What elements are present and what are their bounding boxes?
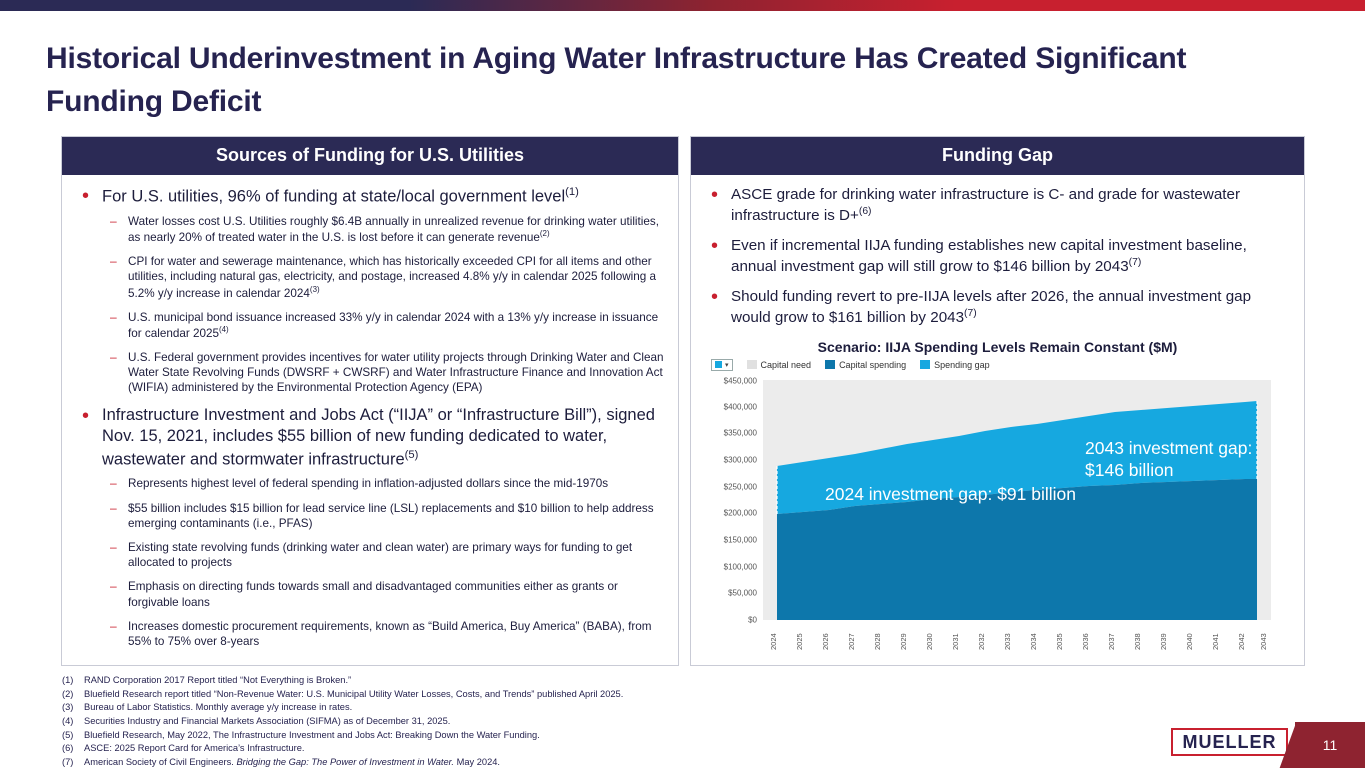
y-tick-label: $350,000	[723, 428, 757, 438]
right-bullet-2-text: Even if incremental IIJA funding establishes new capital investment baseline, annual investment gap will still grow to $146 billion by 2043	[731, 237, 1247, 276]
list-item-text: Existing state revolving funds (drinking water and clean water) are primary ways for funding to get allocated to projects	[128, 541, 633, 570]
legend-filter-dropdown[interactable]	[711, 359, 733, 371]
footnote-number: (2)	[62, 688, 74, 699]
legend-swatch-spending-gap-icon	[920, 360, 930, 369]
footnote-ref: (4)	[218, 324, 229, 334]
mueller-logo: MUELLER	[1171, 728, 1288, 756]
list-item	[102, 310, 664, 341]
list-item	[102, 214, 664, 245]
page-title: Historical Underinvestment in Aging Water Infrastructure Has Created Significant Funding Deficit	[46, 42, 1187, 118]
x-tick-label: 2036	[1081, 632, 1090, 650]
panel-sources-of-funding	[61, 136, 679, 666]
left-bullet-2-footnote-ref: (5)	[404, 448, 419, 461]
y-tick-label: $200,000	[723, 508, 757, 518]
footnote-3	[62, 701, 962, 715]
y-tick-label: $0	[748, 615, 757, 625]
list-item-text: CPI for water and sewerage maintenance, which has historically exceeded CPI for all items and other utilities, including natural gas, electricity, and postage, increased 4.8% y/y in calendar 2025 following a 5.2% y/y increase in calendar 2024	[128, 255, 656, 300]
chart-annotation-2043: 2043 investment gap: $146 billion	[1085, 437, 1253, 480]
list-item-text: $55 billion includes $15 billion for lead service line (LSL) replacements and $10 billion to help address emerging contaminants (i.e., PFAS)	[128, 501, 654, 530]
list-item-text: Emphasis on directing funds towards small and disadvantaged communities either as grants or forgivable loans	[128, 580, 618, 609]
page-number: 11	[1295, 722, 1365, 768]
funding-gap-chart	[707, 374, 1277, 654]
legend-label-capital-need: Capital need	[760, 359, 812, 370]
panel-right-body	[691, 175, 1304, 662]
footnote-2	[62, 688, 962, 702]
top-accent-bar	[0, 0, 1365, 11]
list-item	[102, 619, 664, 649]
left-bullet-1	[76, 185, 664, 396]
legend-item-spending-gap	[920, 360, 990, 370]
footnote-ref: (7)	[964, 308, 977, 320]
chevron-down-icon: ▾	[725, 361, 729, 369]
list-item-text: U.S. Federal government provides incentives for water utility projects through Drinking Water and Clean Water State Revolving Funds (DWSRF + CWSRF) and Water Infrastructure Finance and Innovation Act (WIFIA) administered by the Environmental Protection Agency (EPA)	[128, 351, 664, 395]
left-bullet-1-footnote-ref: (1)	[565, 186, 579, 198]
legend-item-capital-need	[747, 360, 812, 370]
legend-swatch-capital-spending-icon	[825, 360, 835, 369]
left-bullet-2	[76, 405, 664, 650]
list-item-text: U.S. municipal bond issuance increased 33% y/y in calendar 2024 with a 13% y/y increase in issuance for calendar 2025	[128, 310, 659, 340]
footnotes	[62, 674, 962, 770]
right-bullet-1	[705, 185, 1290, 226]
y-tick-label: $50,000	[728, 588, 757, 598]
legend-swatch-icon	[715, 361, 722, 368]
footnote-ref: (6)	[858, 206, 872, 218]
x-tick-label: 2039	[1159, 632, 1168, 650]
x-tick-label: 2034	[1029, 632, 1038, 650]
footnote-text: Securities Industry and Financial Markets Association (SIFMA) as of December 31, 2025.	[84, 715, 451, 726]
x-tick-label: 2030	[925, 632, 934, 650]
legend-item-capital-spending	[825, 360, 906, 370]
x-tick-label: 2027	[847, 632, 856, 650]
list-item	[102, 501, 664, 531]
panel-left-header: Sources of Funding for U.S. Utilities	[62, 137, 678, 175]
footnote-text: Bureau of Labor Statistics. Monthly average y/y increase in rates.	[84, 702, 353, 713]
chart-y-axis	[707, 376, 761, 625]
left-bullet-1-text: For U.S. utilities, 96% of funding at state/local government level	[102, 187, 566, 206]
footnote-number: (4)	[62, 715, 74, 726]
legend-swatch-capital-need-icon	[747, 360, 757, 369]
x-tick-label: 2026	[821, 632, 830, 650]
y-tick-label: $400,000	[723, 402, 757, 412]
list-item	[102, 540, 664, 570]
list-item	[102, 254, 664, 301]
legend-label-capital-spending: Capital spending	[839, 359, 907, 370]
x-tick-label: 2038	[1133, 632, 1142, 650]
y-tick-label: $150,000	[723, 535, 757, 545]
y-tick-label: $100,000	[723, 562, 757, 572]
footnote-ref: (7)	[1128, 257, 1142, 269]
legend-label-spending-gap: Spending gap	[934, 359, 990, 370]
x-tick-label: 2031	[951, 632, 960, 650]
x-tick-label: 2042	[1237, 632, 1246, 650]
y-tick-label: $300,000	[723, 455, 757, 465]
chart-title: Scenario: IIJA Spending Levels Remain Constant ($M)	[817, 338, 1178, 355]
x-tick-label: 2025	[795, 632, 804, 650]
left-bullet-list	[76, 185, 664, 649]
right-bullet-1-text: ASCE grade for drinking water infrastructure is C- and grade for wastewater infrastructure is D+	[731, 186, 1241, 225]
list-item	[102, 476, 664, 491]
footnote-number: (6)	[62, 743, 74, 754]
right-bullet-3-text: Should funding revert to pre-IIJA levels after 2026, the annual investment gap would grow to $161 billion by 2043	[731, 288, 1252, 327]
left-bullet-2-text: Infrastructure Investment and Jobs Act (“IIJA” or “Infrastructure Bill”), signed Nov. 15, 2021, includes $55 billion of new funding dedicated to water, wastewater and stormwater infrastructure	[102, 405, 655, 469]
x-tick-label: 2043	[1259, 632, 1268, 650]
footnote-5	[62, 729, 962, 743]
y-tick-label: $250,000	[723, 482, 757, 492]
x-tick-label: 2029	[899, 632, 908, 650]
panel-right-header: Funding Gap	[691, 137, 1304, 175]
list-item-text: Increases domestic procurement requirements, known as “Build America, Buy America” (BABA), from 55% to 75% over 8-years	[128, 619, 652, 649]
footnote-1	[62, 674, 962, 688]
x-tick-label: 2033	[1003, 632, 1012, 650]
footnote-6	[62, 742, 962, 756]
chart-plot-area	[763, 380, 1271, 620]
footnote-number: (5)	[62, 729, 74, 740]
x-tick-label: 2024	[769, 632, 778, 650]
left-sublist-2	[102, 476, 664, 649]
right-bullet-list	[705, 185, 1290, 329]
x-tick-label: 2037	[1107, 632, 1116, 650]
right-bullet-2	[705, 236, 1290, 277]
y-tick-label: $450,000	[723, 376, 757, 386]
x-tick-label: 2041	[1211, 632, 1220, 650]
x-tick-label: 2032	[977, 632, 986, 650]
right-bullet-3	[705, 287, 1290, 328]
footnote-text: Bluefield Research report titled “Non-Revenue Water: U.S. Municipal Utility Water Losses, Costs, and Trends” published April 2025.	[84, 688, 624, 699]
list-item-text: Represents highest level of federal spending in inflation-adjusted dollars since the mid-1970s	[128, 477, 609, 491]
list-item	[102, 350, 664, 396]
panel-funding-gap	[690, 136, 1305, 666]
list-item-text: Water losses cost U.S. Utilities roughly $6.4B annually in unrealized revenue for drinking water utilities, as nearly 20% of treated water in the U.S. is lost before it can generate revenue	[128, 214, 659, 245]
x-tick-label: 2028	[873, 632, 882, 650]
x-tick-label: 2035	[1055, 632, 1064, 650]
footnote-text: American Society of Civil Engineers.	[84, 756, 237, 767]
footnote-number: (1)	[62, 675, 74, 685]
footnote-text: Bluefield Research, May 2022, The Infrastructure Investment and Jobs Act: Breaking Down the Water Funding.	[84, 729, 540, 740]
panel-left-body	[62, 175, 678, 666]
chart-x-axis	[763, 624, 1271, 654]
footnote-ref: (2)	[539, 229, 550, 239]
footnote-text: RAND Corporation 2017 Report titled “Not Everything is Broken.”	[84, 675, 352, 685]
chart-legend	[705, 359, 1290, 371]
x-tick-label: 2040	[1185, 632, 1194, 650]
footnote-title-italic: Bridging the Gap: The Power of Investment in Water.	[236, 756, 454, 767]
left-sublist-1	[102, 214, 664, 396]
footnote-number: (3)	[62, 702, 74, 713]
chart-annotation-2024: 2024 investment gap: $91 billion	[825, 483, 1077, 504]
footnote-4	[62, 715, 962, 729]
list-item	[102, 579, 664, 609]
footnote-tail: May 2024.	[454, 756, 500, 767]
footnote-number: (7)	[62, 756, 74, 767]
footnote-ref: (3)	[309, 284, 320, 294]
footnote-text: ASCE: 2025 Report Card for America’s Infrastructure.	[84, 743, 305, 754]
